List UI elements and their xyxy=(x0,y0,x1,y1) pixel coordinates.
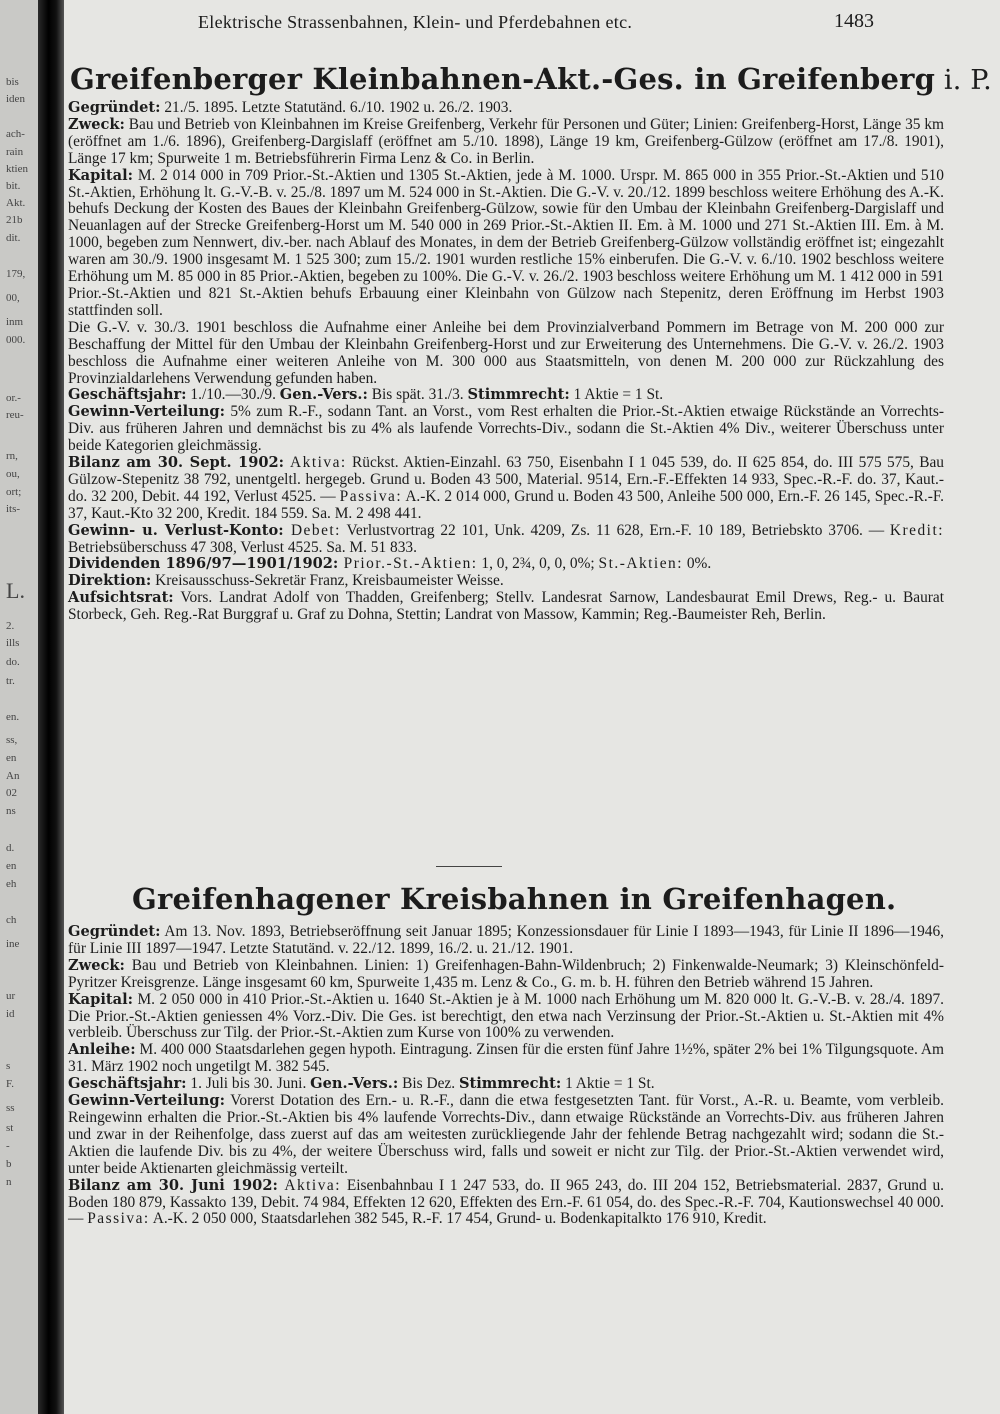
margin-fragment: Akt. xyxy=(6,197,26,209)
margin-fragment: 179, xyxy=(6,268,26,280)
text-gegruendet: 21./5. 1895. Letzte Statutänd. 6./10. 1902 u. 26./2. 1903. xyxy=(160,99,513,116)
margin-fragment: 2. xyxy=(6,620,15,632)
margin-fragment: F. xyxy=(6,1078,14,1090)
company-body xyxy=(64,100,1000,624)
margin-fragment: s xyxy=(6,1060,11,1072)
label-stimmrecht: Stimmrecht: xyxy=(458,1075,562,1093)
book-page xyxy=(64,0,1000,1414)
label-dividenden-prior: Prior.-St.-Aktien: xyxy=(338,555,478,573)
label-debet: Debet: xyxy=(283,521,341,539)
margin-fragment: bis xyxy=(6,76,19,88)
entry-gewinn-verteilung xyxy=(68,1093,944,1178)
label-dividenden-st: St.-Aktien: xyxy=(598,555,684,573)
text-gewinn-verteilung: 5% zum R.-F., sodann Tant. an Vorst., vom Rest erhalten die Prior.-St.-Aktien etwaige Rückstände an Vorrechts-Div. aus früheren Jahren und demnächst bis zu 4% als laufende Vorrechts-Div., sodann die St.-Aktien 4% Div., weiterer Überschuss unter beide Kategorien gleichmässig. xyxy=(68,403,944,455)
entry-gegruendet xyxy=(68,100,944,117)
margin-fragment: An xyxy=(6,770,20,782)
label-bilanz: Bilanz am 30. Sept. 1902: xyxy=(68,454,285,472)
margin-fragment: eh xyxy=(6,878,17,890)
company-title xyxy=(64,882,1000,916)
page-header xyxy=(64,8,1000,38)
entry-direktion xyxy=(68,573,944,590)
label-gewinn-verlust-konto: Gewinn- u. Verlust-Konto: xyxy=(68,521,284,539)
book-spine-shadow xyxy=(38,0,64,1414)
margin-fragment: 02 xyxy=(6,787,17,799)
label-direktion: Direktion: xyxy=(68,572,152,590)
margin-fragment: ch xyxy=(6,914,17,926)
margin-fragment: L. xyxy=(6,578,25,603)
text-gewinn-verteilung: Vorerst Dotation des Ern.- u. R.-F., dann die etwa festgesetzten Tant. für Vorst., A.-R. u. Beamte, vom verbleib. Reingewinn erhalten die Prior.-St.-Aktien bis 4% laufende Vorrechts-Div., dann etwaige Rückstände an Vorrechts-Div. aus früheren Jahren und zwar in der Reihenfolge, dass zuerst auf das am weitesten zurückliegende Jahr der fehlende Betrag nachgezahlt wird; sodann die St.-Aktien die laufende Div. bis zu 4%, der weitere Überschuss wird, falls und soweit er nicht zur Tilg. der Prior.-St.-Aktien verwendet wird, unter beide Aktienarten gleichmässig verteilt. xyxy=(68,1092,944,1177)
text-gegruendet: Am 13. Nov. 1893, Betriebseröffnung seit Januar 1895; Konzessionsdauer für Linie I 1893—1943, für Linie II 1896—1946, für Linie III 1897—1947. Letzte Statutänd. v. 22./12. 1899, 16./2. u. 21./12. 1901. xyxy=(68,923,944,957)
label-stimmrecht: Stimmrecht: xyxy=(467,386,570,404)
label-zweck: Zweck: xyxy=(68,115,125,133)
label-kredit: Kredit: xyxy=(889,521,945,539)
margin-fragment: bit. xyxy=(6,180,21,192)
text-direktion: Kreisausschuss-Sekretär Franz, Kreisbaumeister Weisse. xyxy=(151,572,504,590)
text-anleihe: Die G.-V. v. 30./3. 1901 beschloss die Aufnahme einer Anleihe bei dem Provinzialverband Pommern im Betrage von M. 200 000 zur Beschaffung der Mittel für den Umbau der Kleinbahn Greifenberg-Horst und zur Erweiterung des Unternehmens. Die G.-V. v. 26./2. 1903 beschloss die Aufnahme einer weiteren Anleihe von M. 300 000 aus Staatsmitteln, von denen M. 200 000 zur Rückzahlung des Provinzialdarlehens Verwendung gefunden haben. xyxy=(68,318,944,387)
text-aktiva: Rückst. Aktien-Einzahl. 63 750, Eisenbahn I 1 045 539, do. II 625 854, do. III 575 575, Bau Gülzow-Stepenitz 38 792, unentgeltl. hergegeb. Grund u. Boden 43 500, Material. 9514, Ern.-F.-Effekten 14 933, Spec.-R.-F. do. 37, Kaut.- do. 32 200, Debit. 44 192, Verlust 4525. — xyxy=(68,454,944,505)
entry-gegruendet xyxy=(68,924,944,958)
margin-fragment: 21b xyxy=(6,214,23,226)
margin-fragment: d. xyxy=(6,842,15,854)
margin-fragment: ine xyxy=(6,938,20,950)
margin-fragment: reu- xyxy=(6,409,24,421)
label-genvers: Gen.-Vers.: xyxy=(310,1075,399,1093)
text-aktiva: Eisenbahnbau I 1 247 533, do. II 965 243, do. III 204 152, Betriebsmaterial. 2837, Grund u. Boden 180 879, Kassakto 139, Debit. 74 984, Effekten 12 620, Effekten des Ern.-F. 61 054, do. des Spec.-R.-F. 704, Kautionswechsel 40 000. — xyxy=(68,1176,945,1228)
label-passiva: Passiva: xyxy=(339,487,403,505)
margin-fragment: en xyxy=(6,752,17,764)
entry-geschaeftsjahr xyxy=(68,1076,944,1093)
text-kredit: Betriebsüberschuss 47 308, Verlust 4525. Sa. M. 51 833. xyxy=(68,538,417,556)
margin-fragment: inm xyxy=(6,316,24,328)
margin-fragment: - xyxy=(6,1140,10,1152)
margin-fragment: 00, xyxy=(6,292,20,304)
label-geschaeftsjahr: Geschäftsjahr: xyxy=(68,386,187,404)
page-number: 1483 xyxy=(834,10,874,32)
margin-fragment: en. xyxy=(6,711,20,723)
text-zweck: Bau und Betrieb von Kleinbahnen. Linien: 1) Greifenhagen-Bahn-Wildenbruch; 2) Finkenwalde-Neumark; 3) Kleinschönfeld-Pyritzer Kreisgrenze. Länge insgesamt 60 km, Spurweite 1,435 m. Lenz & Co., G. m. b. H. führen den Betrieb während 15 Jahren. xyxy=(68,956,944,991)
text-dividenden-prior: 1, 0, 2¾, 0, 0, 0%; xyxy=(477,555,599,573)
text-stimmrecht: 1 Aktie = 1 St. xyxy=(561,1075,655,1093)
text-aufsichtsrat: Vors. Landrat Adolf von Thadden, Greifenberg; Stellv. Landesrat Sarnow, Landesbaurat Emil Drews, Reg.- u. Baurat Storbeck, Geh. Reg.-Rat Burggraf u. Graf zu Dohna, Stettin; Landrat von Massow, Kammin; Reg.-Baumeister Reh, Berlin. xyxy=(68,589,944,624)
margin-fragment: ns xyxy=(6,805,16,817)
entry-dividenden xyxy=(68,556,944,573)
text-genvers: Bis Dez. xyxy=(398,1075,459,1093)
label-passiva: Passiva: xyxy=(87,1210,150,1228)
label-gegruendet: Gegründet: xyxy=(68,923,161,940)
section-divider xyxy=(436,866,502,867)
entry-aufsichtsrat xyxy=(68,590,944,624)
margin-fragment: ktien xyxy=(6,163,28,175)
company-title-main: Greifenberger Kleinbahnen-Akt.-Ges. in Greifenberg xyxy=(70,62,936,96)
margin-fragment: rn, xyxy=(6,450,18,462)
entry-zweck xyxy=(68,117,944,168)
company-title-suffix: i. P. xyxy=(935,65,992,96)
company-entry-greifenberger xyxy=(64,62,1000,624)
entry-bilanz xyxy=(68,1178,944,1229)
text-kapital: M. 2 014 000 in 709 Prior.-St.-Aktien und 1305 St.-Aktien, jede à M. 1000. Urspr. M. 865 000 in 355 Prior.-St.-Aktien und 510 St.-Aktien, Erhöhung lt. G.-V.-B. v. 25./8. 1897 um M. 524 000 in St.-Aktien. Die G.-V. v. 20./12. 1899 beschloss weitere Erhöhung des A.-K. behufs Deckung der Kosten des Baues der Kleinbahn Greifenberg-Gülzow, sowie für den Umbau der Kleinbahn Greifenberg-Dargislaff und Neuanlagen auf der Strecke Greifenberg-Horst um M. 540 000 in 269 Prior.-St.-Aktien II. Em. à M. 1000 und 271 St.-Aktien III. Em. à M. 1000, begeben zum Nennwert, div.-ber. nach Ablauf des Monates, in dem der Betrieb Greifenberg-Gülzow vollständig eröffnet ist; eingezahlt waren am 30./9. 1900 insgesamt M. 1 525 300; zum 15./2. 1901 wurden restliche 15% einberufen. Die G.-V. v. 6./10. 1902 beschloss weitere Erhöhung um M. 85 000 in 85 Prior.-Aktien, begeben zu 100%. Die G.-V. v. 26./2. 1903 beschloss weitere Erhöhung um M. 1 412 000 in 591 Prior.-St.-Aktien und 821 St.-Aktien behufs Erbauung einer Kleinbahn von Gülzow nach Stepenitz, deren Eröffnung im Herbst 1903 stattfinden soll. xyxy=(68,166,944,319)
entry-bilanz xyxy=(68,455,944,523)
margin-fragment: st xyxy=(6,1122,14,1134)
company-entry-greifenhagener xyxy=(64,882,1000,1228)
margin-fragment: ur xyxy=(6,990,16,1002)
text-stimmrecht: 1 Aktie = 1 St. xyxy=(569,386,664,404)
company-body xyxy=(64,924,1000,1228)
label-dividenden: Dividenden 1896/97—1901/1902: xyxy=(68,555,339,573)
margin-fragment: en xyxy=(6,860,17,872)
margin-fragment: its- xyxy=(6,503,21,515)
text-passiva: A.-K. 2 050 000, Staatsdarlehen 382 545, R.-F. 17 454, Grund- u. Bodenkapitalkto 176 910, Kredit. xyxy=(149,1210,767,1228)
margin-fragment: dit. xyxy=(6,232,21,244)
margin-fragment: tr. xyxy=(6,675,15,687)
running-title: Elektrische Strassenbahnen, Klein- und Pferdebahnen etc. xyxy=(198,12,633,32)
margin-fragment: ou, xyxy=(6,468,20,480)
text-geschaeftsjahr: 1./10.—30./9. xyxy=(186,386,280,404)
text-zweck: Bau und Betrieb von Kleinbahnen im Kreise Greifenberg, Verkehr für Personen und Güter; Linien: Greifenberg-Horst, Länge 35 km (eröffnet am 1./6. 1896), Greifenberg-Dargislaff (eröffnet am 5./10. 1898), Länge 19 km, Greifenberg-Gülzow (eröffnet am 17./8. 1901), Länge 17 km; Spurweite 1 m. Betriebsführerin Firma Lenz & Co. in Berlin. xyxy=(68,115,944,167)
entry-anleihe xyxy=(68,1042,944,1076)
margin-fragment: ss, xyxy=(6,734,18,746)
margin-fragment: ss xyxy=(6,1102,15,1114)
label-zweck: Zweck: xyxy=(68,956,125,974)
margin-fragment: 000. xyxy=(6,334,26,346)
margin-fragment: ach- xyxy=(6,128,25,140)
margin-fragment: n xyxy=(6,1176,12,1188)
margin-fragment: do. xyxy=(6,656,20,668)
margin-fragment: id xyxy=(6,1008,15,1020)
label-kapital: Kapital: xyxy=(68,166,134,184)
text-dividenden-st: 0%. xyxy=(683,555,712,573)
entry-gewinn-verlust-konto xyxy=(68,523,944,557)
label-aktiva: Aktiva: xyxy=(277,1176,342,1194)
label-geschaeftsjahr: Geschäftsjahr: xyxy=(68,1075,187,1093)
label-genvers: Gen.-Vers.: xyxy=(279,386,368,404)
text-anleihe: M. 400 000 Staatsdarlehen gegen hypoth. Eintragung. Zinsen für die ersten fünf Jahre 1½%, später 2% bei 1% Tilgungsquote. Am 31. März 1902 noch ungetilgt M. 382 545. xyxy=(68,1041,944,1076)
text-geschaeftsjahr: 1. Juli bis 30. Juni. xyxy=(186,1075,311,1093)
margin-fragment: or.- xyxy=(6,392,21,404)
company-title-main: Greifenhagener Kreisbahnen in Greifenhagen. xyxy=(132,882,897,916)
margin-fragment: ort; xyxy=(6,486,22,498)
margin-fragment: rain xyxy=(6,146,24,158)
company-title xyxy=(64,62,1000,96)
entry-gewinn-verteilung xyxy=(68,404,944,455)
label-bilanz: Bilanz am 30. Juni 1902: xyxy=(68,1176,278,1194)
label-gewinn-verteilung: Gewinn-Verteilung: xyxy=(68,403,225,421)
label-aktiva: Aktiva: xyxy=(284,454,347,472)
margin-fragment: b xyxy=(6,1158,12,1170)
entry-kapital xyxy=(68,992,944,1043)
label-aufsichtsrat: Aufsichtsrat: xyxy=(68,589,174,607)
label-gewinn-verteilung: Gewinn-Verteilung: xyxy=(68,1092,225,1110)
text-kapital: M. 2 050 000 in 410 Prior.-St.-Aktien u. 1640 St.-Aktien je à M. 1000 nach Erhöhung um M. 820 000 lt. G.-V.-B. v. 28./4. 1897. Die Prior.-St.-Aktien geniessen 4% Vorz.-Div. Die Ges. ist berechtigt, den etwa nach Verzinsung der Prior.-St.-Aktien u. St.-Aktien mit 4% verbleib. Überschuss zur Tilg. der Prior.-St.-Aktien zum Kurse von 100% zu verwenden. xyxy=(68,990,944,1042)
entry-geschaeftsjahr xyxy=(68,387,944,404)
label-kapital: Kapital: xyxy=(68,990,134,1008)
label-gegruendet: Gegründet: xyxy=(68,99,161,116)
text-passiva: A.-K. 2 014 000, Grund u. Boden 43 500, Anleihe 500 000, Ern.-F. 26 145, Spec.-R.-F. 37, Kaut.-Kto 32 200, Kredit. 184 559. Sa. M. 2 498 441. xyxy=(68,487,944,522)
text-debet: Verlustvortrag 22 101, Unk. 4209, Zs. 11 628, Ern.-F. 10 189, Betriebskto 3706. — xyxy=(340,521,890,539)
entry-anleihe xyxy=(68,320,944,388)
text-genvers: Bis spät. 31./3. xyxy=(367,386,468,404)
entry-kapital xyxy=(68,168,944,320)
margin-fragment: ills xyxy=(6,637,20,649)
entry-zweck xyxy=(68,958,944,992)
margin-fragment: iden xyxy=(6,93,25,105)
label-anleihe: Anleihe: xyxy=(68,1041,136,1059)
